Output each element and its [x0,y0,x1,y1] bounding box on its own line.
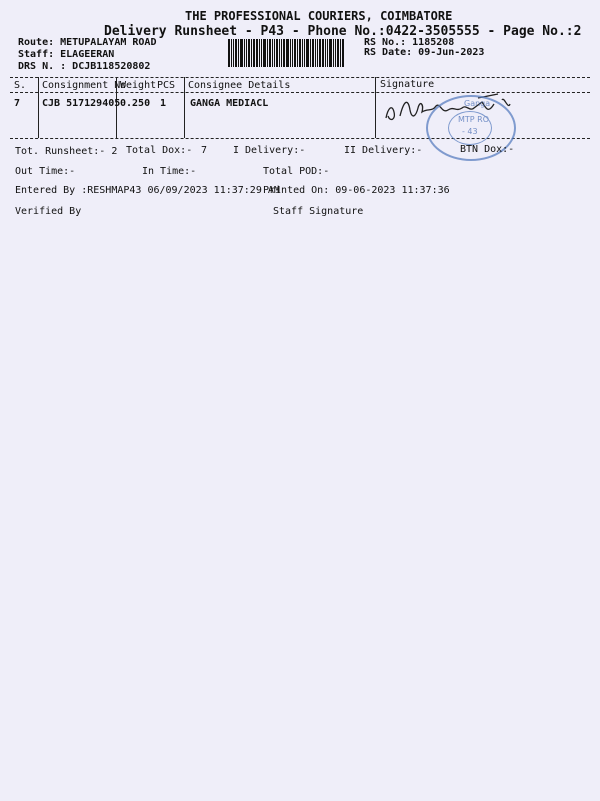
barcode [228,39,356,67]
barcode-bar [233,39,234,67]
column-divider [38,77,39,138]
barcode-bar [319,39,321,67]
staff-label: Staff: ELAGEERAN [18,49,115,60]
barcode-bar [292,39,293,67]
barcode-bar [294,39,296,67]
barcode-bar [290,39,291,67]
barcode-bar [248,39,250,67]
verified-by: Verified By [15,206,82,217]
barcode-bar [235,39,237,67]
barcode-bar [261,39,262,67]
table-top-rule [10,77,590,78]
btn-dox: BTN Dox:- [460,144,515,155]
barcode-bar [240,39,243,67]
header-consignment: Consignment No [42,80,127,91]
barcode-bar [342,39,344,67]
barcode-bar [269,39,271,67]
out-time: Out Time:- [15,166,76,177]
barcode-bar [286,39,289,67]
barcode-bar [322,39,324,67]
barcode-bar [317,39,318,67]
in-time: In Time:- [142,166,197,177]
barcode-bar [259,39,260,67]
barcode-bar [297,39,298,67]
header-weight: Weight [120,80,157,91]
barcode-bar [272,39,273,67]
header-consignee: Consignee Details [188,80,291,91]
header-sno: S. [14,80,27,91]
column-divider [375,77,376,138]
barcode-bar [312,39,314,67]
barcode-bar [244,39,245,67]
barcode-bar [253,39,255,67]
row-pcs: 1 [160,98,167,109]
total-dox-label: Total Dox:- [126,145,193,156]
runsheet-subtitle: Delivery Runsheet - P43 - Phone No.:0422-3505555 - Page No.:2 [104,24,582,39]
route-label: Route: METUPALAYAM ROAD [18,37,157,48]
barcode-bar [256,39,258,67]
barcode-bar [246,39,247,67]
column-divider [184,77,185,138]
row-consignee: GANGA MEDIACL [190,98,269,109]
stamp-text: Ganga [464,99,491,108]
barcode-bar [279,39,280,67]
barcode-bar [329,39,332,67]
barcode-bar [251,39,252,67]
total-pod: Total POD:- [263,166,330,177]
barcode-bar [267,39,268,67]
barcode-bar [228,39,230,67]
barcode-bar [302,39,303,67]
barcode-bar [304,39,305,67]
barcode-bar [283,39,285,67]
barcode-bar [276,39,278,67]
drs-number: DRS N. : DCJB118520802 [18,61,151,72]
barcode-bar [281,39,282,67]
barcode-bar [315,39,316,67]
header-pcs: PCS [157,80,176,91]
total-dox-value: 7 [201,145,208,156]
barcode-bar [238,39,239,67]
stamp-text: MTP RO [458,115,490,124]
second-delivery: II Delivery:- [344,145,423,156]
staff-signature: Staff Signature [273,206,364,217]
barcode-bar [310,39,311,67]
barcode-bar [327,39,328,67]
barcode-bar [299,39,301,67]
barcode-bar [306,39,309,67]
barcode-bar [337,39,339,67]
total-runsheet: Tot. Runsheet:- 2 [15,146,118,157]
barcode-bar [325,39,326,67]
barcode-bar [274,39,275,67]
row-weight: 0.250 [120,98,151,109]
row-sno: 7 [14,98,21,109]
rs-date: RS Date: 09-Jun-2023 [364,47,485,58]
entered-by: Entered By :RESHMAP43 06/09/2023 11:37:29 AM [15,185,280,196]
barcode-bar [231,39,232,67]
stamp-text: - 43 [462,127,478,136]
row-consignment: CJB 517129405 [42,98,121,109]
header-signature: Signature [380,79,435,90]
barcode-bar [340,39,341,67]
barcode-bar [263,39,266,67]
barcode-bar [335,39,336,67]
printed-on: Printed On: 09-06-2023 11:37:36 [263,185,450,196]
first-delivery: I Delivery:- [233,145,306,156]
rs-number: RS No.: 1185208 [364,37,455,48]
company-title: THE PROFESSIONAL COURIERS, COIMBATORE [185,9,453,23]
barcode-bar [333,39,334,67]
